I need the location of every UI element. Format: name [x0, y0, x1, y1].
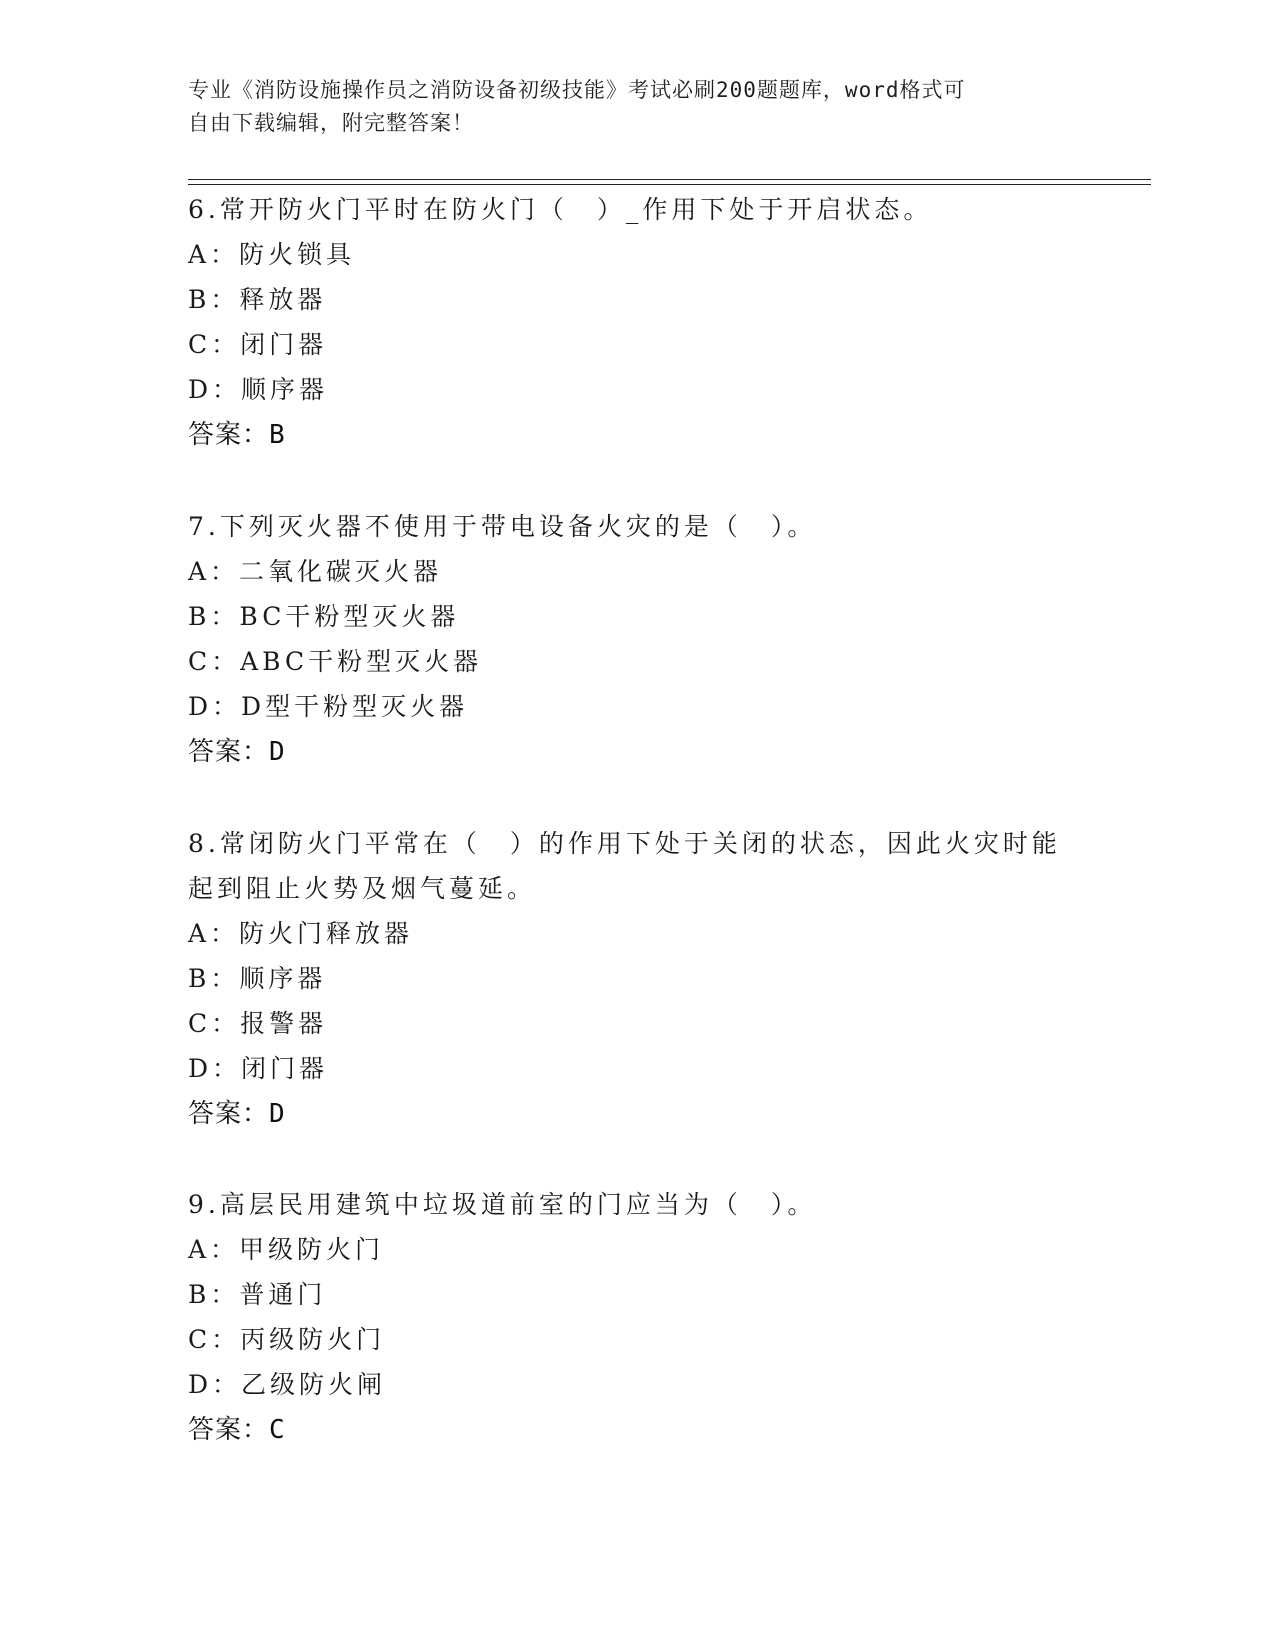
question-7 — [188, 504, 1088, 775]
header-title-line-2: 自由下载编辑，附完整答案！ — [188, 111, 474, 135]
document-header — [188, 74, 1078, 140]
question-stem: 6.常开防火门平时在防火门（ ）_作用下处于开启状态。 — [188, 195, 933, 224]
option-c: C：ABC干粉型灭火器 — [188, 647, 483, 676]
option-d: D：乙级防火闸 — [188, 1370, 387, 1399]
option-b: B：释放器 — [188, 285, 327, 314]
answer-label: 答案：D — [188, 1099, 286, 1129]
option-d: D：D型干粉型灭火器 — [188, 692, 469, 721]
option-c: C：丙级防火门 — [188, 1325, 386, 1354]
option-a: A：二氧化碳灭火器 — [188, 557, 443, 586]
option-a: A：甲级防火门 — [188, 1235, 385, 1264]
header-divider-top — [188, 179, 1151, 180]
question-9 — [188, 1182, 1088, 1453]
question-8 — [188, 821, 1088, 1137]
question-stem-line-2: 起到阻止火势及烟气蔓延。 — [188, 874, 537, 903]
question-stem-line-1: 8.常闭防火门平常在（ ）的作用下处于关闭的状态，因此火灾时能 — [188, 829, 1061, 858]
option-b: B：BC干粉型灭火器 — [188, 602, 460, 631]
option-a: A：防火锁具 — [188, 240, 356, 269]
question-stem: 7.下列灭火器不使用于带电设备火灾的是（ ）。 — [188, 512, 817, 541]
answer-label: 答案：D — [188, 737, 286, 767]
question-stem: 9.高层民用建筑中垃圾道前室的门应当为（ ）。 — [188, 1190, 817, 1219]
header-title-line-1: 专业《消防设施操作员之消防设备初级技能》考试必刷200题题库，word格式可 — [188, 78, 966, 102]
option-c: C：报警器 — [188, 1009, 328, 1038]
option-b: B：顺序器 — [188, 964, 327, 993]
question-6 — [188, 187, 1088, 458]
option-d: D：顺序器 — [188, 375, 329, 404]
answer-label: 答案：C — [188, 1415, 286, 1445]
option-a: A：防火门释放器 — [188, 919, 414, 948]
answer-label: 答案：B — [188, 420, 286, 450]
option-d: D：闭门器 — [188, 1054, 329, 1083]
option-b: B：普通门 — [188, 1280, 327, 1309]
option-c: C：闭门器 — [188, 330, 328, 359]
header-divider-bottom — [188, 184, 1151, 185]
